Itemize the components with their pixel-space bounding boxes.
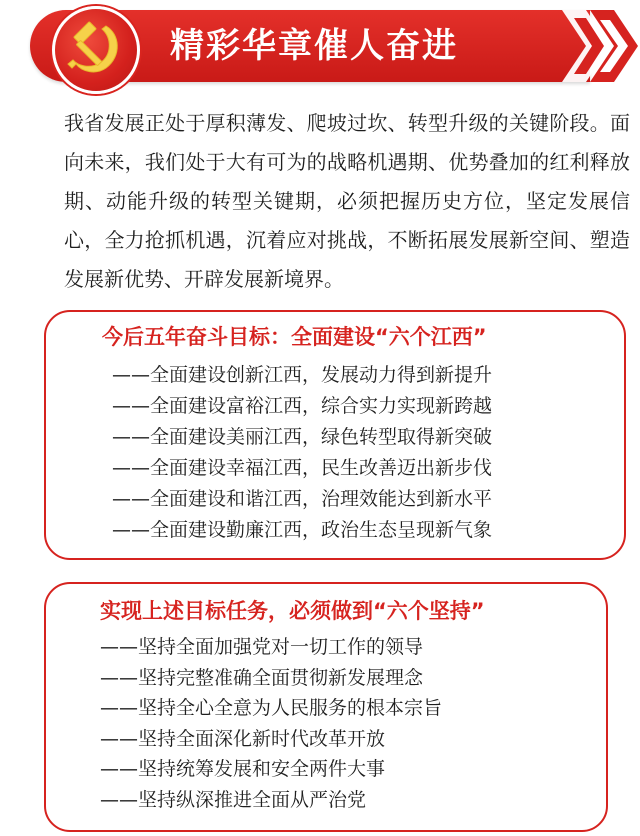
header-banner <box>0 0 640 96</box>
page-title: 精彩华章催人奋进 <box>170 26 458 66</box>
list-item: ——全面建设创新江西，发展动力得到新提升 <box>112 364 493 386</box>
hammer-sickle-icon <box>62 16 126 80</box>
goals-list <box>112 360 492 546</box>
list-item: ——坚持纵深推进全面从严治党 <box>100 788 367 811</box>
list-item: ——坚持全心全意为人民服务的根本宗旨 <box>100 697 443 720</box>
persist-title: 实现上述目标任务，必须做到“六个坚持” <box>100 599 485 623</box>
list-item: ——坚持全面深化新时代改革开放 <box>100 727 386 750</box>
list-item: ——坚持全面加强党对一切工作的领导 <box>100 636 424 658</box>
list-item: ——全面建设幸福江西，民生改善迈出新步伐 <box>112 457 493 479</box>
list-item: ——全面建设富裕江西，综合实力实现新跨越 <box>112 395 493 417</box>
list-item: ——全面建设勤廉江西，政治生态呈现新气象 <box>112 519 493 541</box>
intro-paragraph: 我省发展正处于厚积薄发、爬坡过坎、转型升级的关键阶段。面向未来，我们处于大有可为的战略机遇期、优势叠加的红利释放期、动能升级的转型关键期，必须把握历史方位，坚定发展信心，全力抢抓机遇，沉着应对挑战，不断拓展发展新空间、塑造发展新优势、开辟发展新境界。 <box>64 111 630 291</box>
goals-title: 今后五年奋斗目标：全面建设“六个江西” <box>102 325 487 349</box>
list-item: ——坚持完整准确全面贯彻新发展理念 <box>100 666 424 689</box>
chevron-right-icon <box>560 10 640 82</box>
persist-box <box>44 582 608 832</box>
list-item: ——全面建设美丽江西，绿色转型取得新突破 <box>112 426 493 448</box>
persist-list <box>100 632 442 816</box>
list-item: ——坚持统筹发展和安全两件大事 <box>100 758 386 781</box>
goals-box <box>44 310 626 560</box>
list-item: ——全面建设和谐江西，治理效能达到新水平 <box>112 488 493 510</box>
